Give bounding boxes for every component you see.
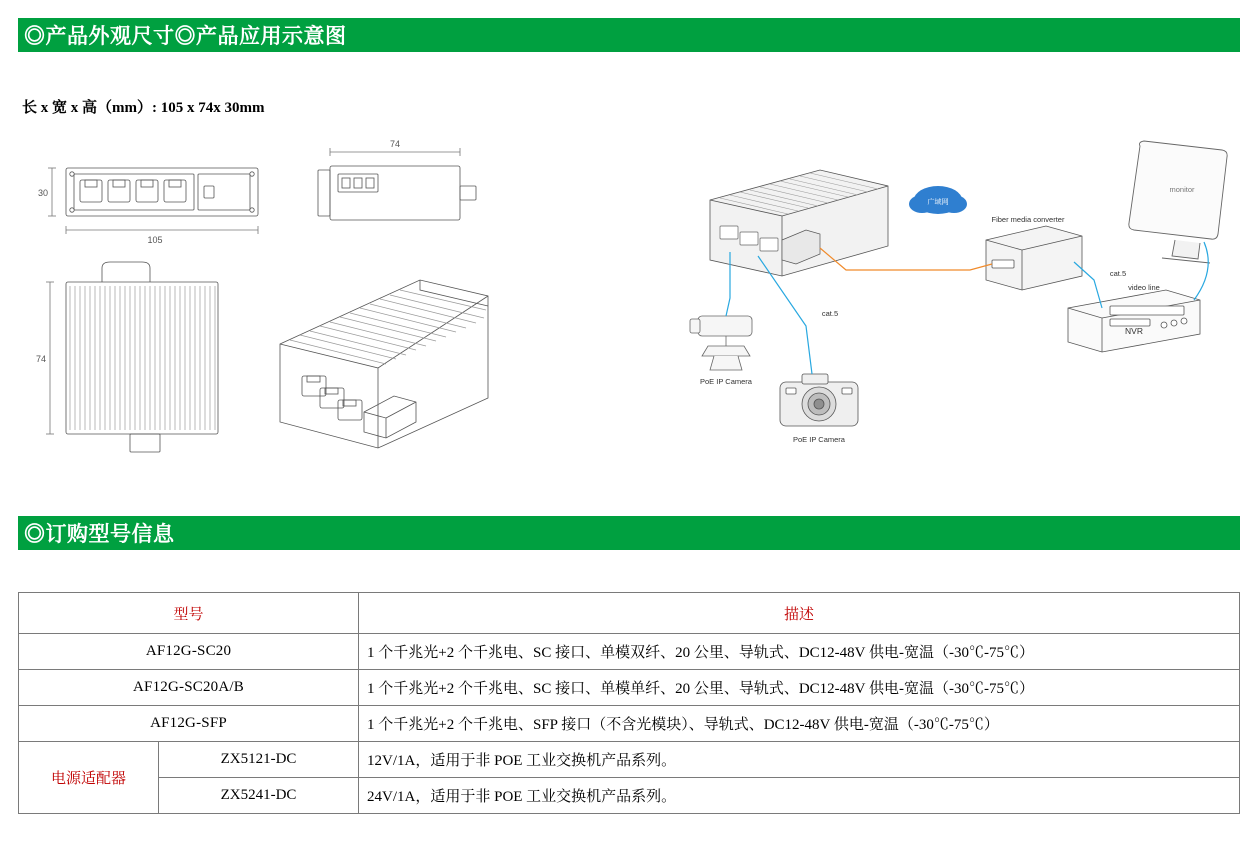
label-side-height: 74 [36,354,47,364]
adapter-model: ZX5241-DC [159,778,359,814]
adapter-description: 24V/1A，适用于非 POE 工业交换机产品系列。 [359,778,1240,814]
monitor-label: monitor [1169,185,1195,194]
model-name: AF12G-SFP [19,706,359,742]
section-header-dimensions-label: ◎产品外观尺寸◎产品应用示意图 [24,24,347,48]
column-header-description: 描述 [359,593,1240,634]
table-row [19,634,1240,670]
product-drawings [18,130,658,470]
table-row [19,670,1240,706]
camera-label-2: PoE IP Camera [793,435,845,444]
application-diagram [670,130,1240,470]
adapter-model: ZX5121-DC [159,742,359,778]
table-row [19,706,1240,742]
label-top-width: 74 [389,139,401,149]
table-row-adapter [19,778,1240,814]
section-header-dimensions [18,18,1240,52]
nvr-label: NVR [1125,326,1143,336]
column-header-model: 型号 [19,593,359,634]
model-name: AF12G-SC20A/B [19,670,359,706]
label-front-width: 105 [147,235,163,245]
model-name: AF12G-SC20 [19,634,359,670]
label-front-height: 30 [38,188,49,198]
adapter-group-label: 电源适配器 [19,742,159,814]
fiber-converter-label: Fiber media converter [991,215,1065,224]
table-header-row [19,593,1240,634]
order-information-table [18,592,1240,814]
cat5-label-bottom: cat.5 [821,309,839,318]
video-line-label: video line [1128,283,1160,292]
table-row-adapter [19,742,1240,778]
cat5-label-right: cat.5 [1109,269,1127,278]
adapter-description: 12V/1A，适用于非 POE 工业交换机产品系列。 [359,742,1240,778]
model-description: 1 个千兆光+2 个千兆电、SC 接口、单模双纤、20 公里、导轨式、DC12-48V 供电-宽温（-30℃-75℃） [359,634,1240,670]
camera-label-1: PoE IP Camera [700,377,752,386]
wifi-cloud-label: 广域网 [927,199,949,206]
model-description: 1 个千兆光+2 个千兆电、SC 接口、单模单纤、20 公里、导轨式、DC12-48V 供电-宽温（-30℃-75℃） [359,670,1240,706]
model-description: 1 个千兆光+2 个千兆电、SFP 接口（不含光模块）、导轨式、DC12-48V 供电-宽温（-30℃-75℃） [359,706,1240,742]
dimension-caption: 长 x 宽 x 高（mm）: 105 x 74x 30mm [22,100,265,116]
section-header-order-label: ◎订购型号信息 [24,522,175,546]
section-header-order [18,516,1240,550]
